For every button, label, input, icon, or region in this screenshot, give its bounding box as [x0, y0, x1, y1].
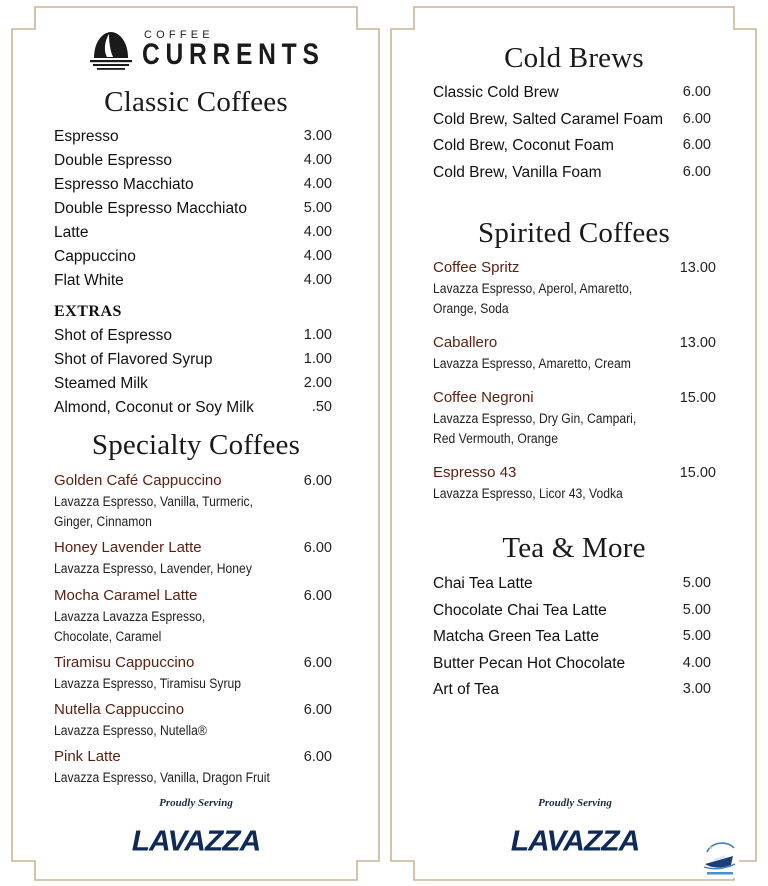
- menu-item: Steamed Milk 2.00: [54, 375, 332, 392]
- spirited-coffees-title: Spirited Coffees: [478, 217, 670, 249]
- menu-item: Classic Cold Brew 6.00: [433, 84, 711, 101]
- menu-item: Art of Tea 3.00: [433, 681, 711, 698]
- menu-item: Cappuccino 4.00: [54, 248, 332, 265]
- menu-item: Chocolate Chai Tea Latte 5.00: [433, 601, 711, 619]
- menu-item: Cold Brew, Salted Caramel Foam 6.00: [433, 110, 711, 128]
- brand-small-text: COFFEE: [144, 29, 214, 41]
- menu-item: Double Espresso 4.00: [54, 152, 332, 169]
- proudly-serving-text: Proudly Serving: [538, 797, 612, 809]
- brand-big-text: CURRENTS: [142, 38, 325, 71]
- sailboat-logo-icon: [88, 30, 134, 72]
- extras-heading: EXTRAS: [54, 303, 122, 320]
- menu-item: Double Espresso Macchiato 5.00: [54, 200, 332, 217]
- menu-item: Cold Brew, Coconut Foam 6.00: [433, 137, 711, 154]
- menu-item: Almond, Coconut or Soy Milk .50: [54, 399, 332, 416]
- lavazza-logo: LAVAZZA: [510, 825, 640, 858]
- classic-coffees-title: Classic Coffees: [104, 86, 288, 118]
- menu-item: Chai Tea Latte 5.00: [433, 575, 711, 592]
- menu-item: Shot of Espresso 1.00: [54, 327, 332, 344]
- menu-item: Latte 4.00: [54, 224, 332, 241]
- right-menu-panel: [384, 0, 768, 886]
- spirited-coffees-list: Coffee Spritz 13.00 Lavazza Espresso, Aperol, Amaretto, Orange, Soda Caballero 13.00 Lavazza Espresso, Amaretto, Cream Coffee Negroni 15.00 Lavazza Espresso, Dry Gin, Campari, Red Vermouth, Orange Espresso 43 15.00 Lavazza Espresso, Licor 43, Vodka: [433, 259, 716, 501]
- cruise-ship-badge-icon: [701, 838, 739, 878]
- tea-and-more-title: Tea & More: [502, 532, 646, 564]
- menu-item: Espresso Macchiato 4.00: [54, 176, 332, 193]
- menu-item: Cold Brew, Vanilla Foam 6.00: [433, 163, 711, 181]
- menu-item: Matcha Green Tea Latte 5.00: [433, 628, 711, 645]
- specialty-coffees-title: Specialty Coffees: [91, 429, 301, 461]
- proudly-serving-text: Proudly Serving: [159, 797, 233, 809]
- lavazza-logo: LAVAZZA: [131, 825, 261, 858]
- menu-item: Espresso 3.00: [54, 128, 332, 145]
- menu-item: Flat White 4.00: [54, 272, 332, 289]
- menu-item: Shot of Flavored Syrup 1.00: [54, 351, 332, 368]
- menu-item: Butter Pecan Hot Chocolate 4.00: [433, 654, 711, 672]
- cold-brews-title: Cold Brews: [504, 42, 644, 74]
- specialty-coffees-list: Golden Café Cappuccino 6.00 Lavazza Espresso, Vanilla, Turmeric, Ginger, Cinnamon Honey Lavender Latte 6.00 Lavazza Espresso, Lavender, Honey Mocha Caramel Latte 6.00 Lavazza Lavazza Espresso, Chocolate, Caramel Tiramisu Cappuccino 6.00 Lavazza Espresso, Tiramisu Syrup Nutella Cappuccino 6.00 Lavazza Espresso, Nutella® Pink Latte 6.00 Lavazza Espresso, Vanilla, Dragon Fruit: [54, 472, 332, 785]
- coffee-currents-logo: [88, 28, 325, 74]
